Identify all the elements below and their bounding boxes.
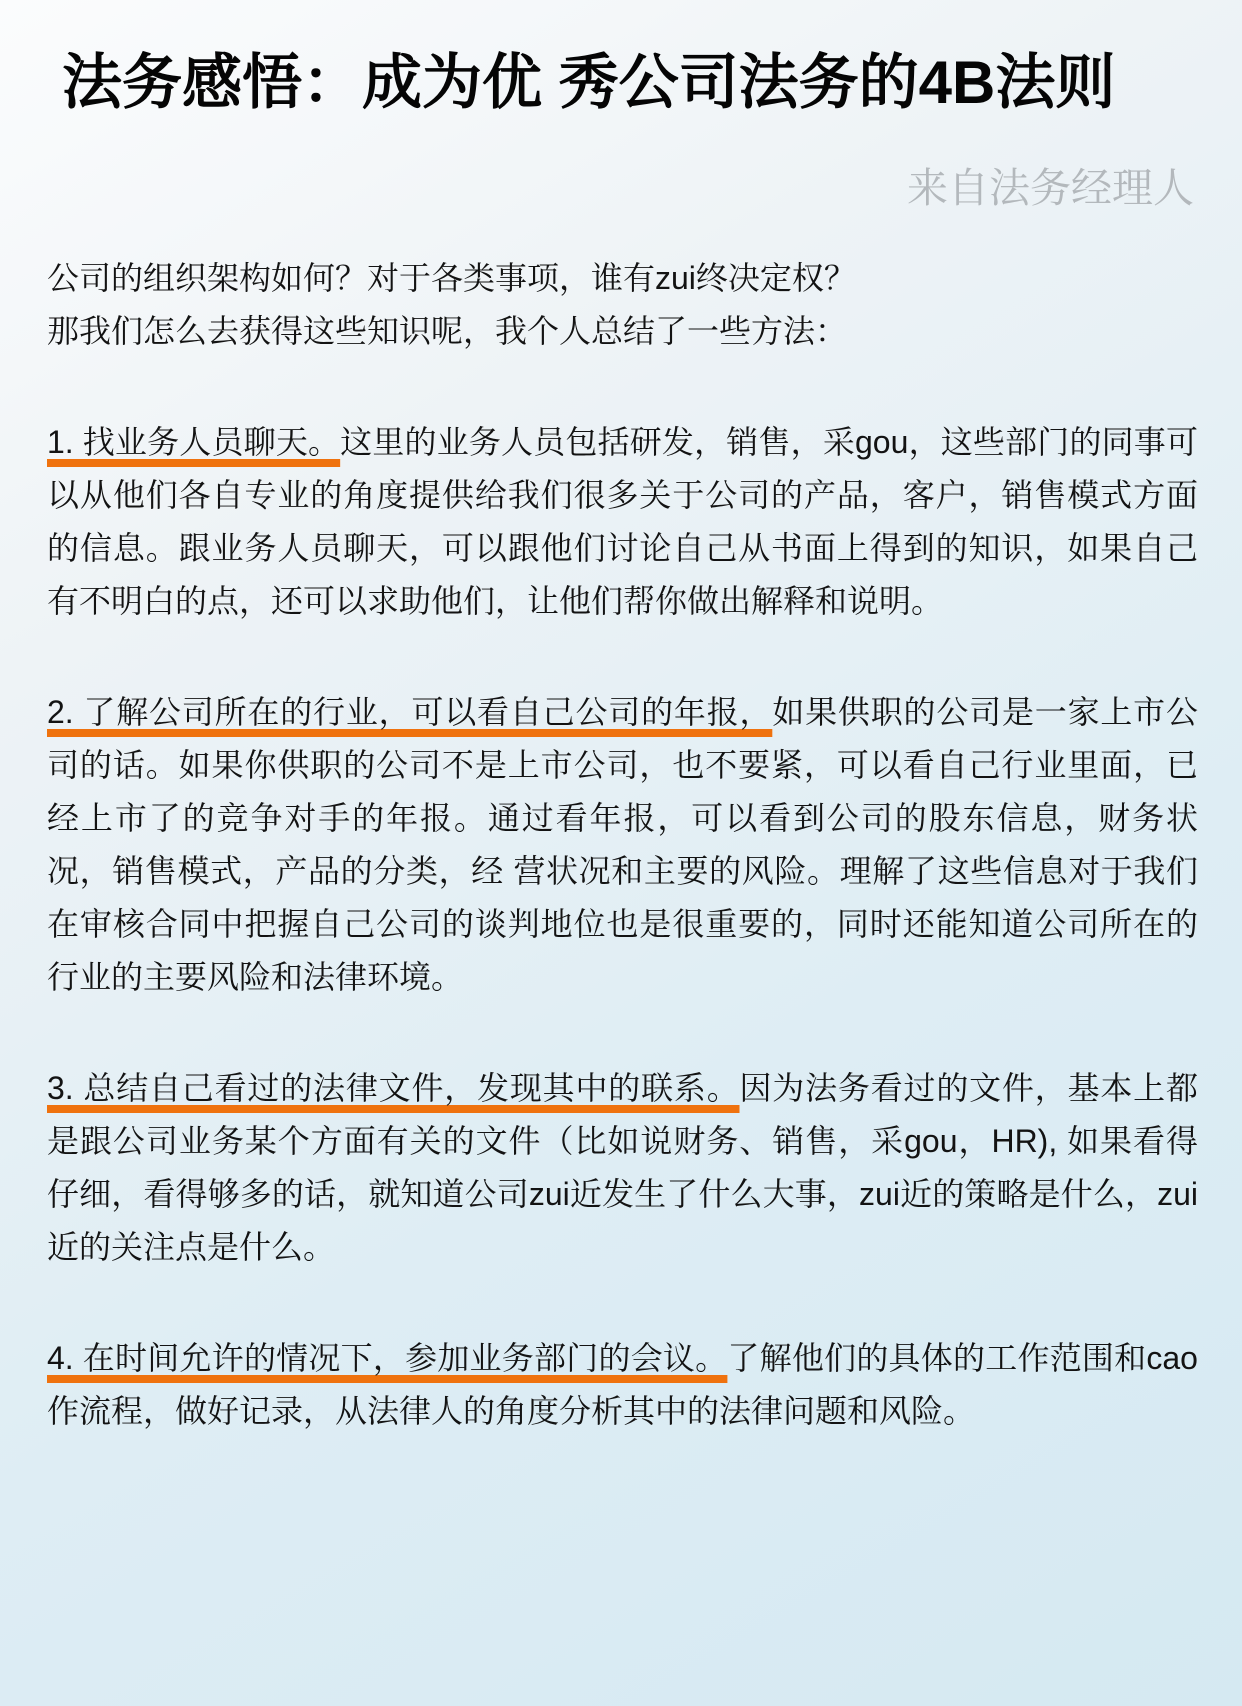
intro-block (47, 252, 1198, 358)
method-paragraph-3 (47, 1062, 1198, 1274)
paragraph-text: 如果供职的公司是一家上市公司的话。如果你供职的公司不是上市公司，也不要紧，可以看自己行业里面，已经上市了的竞争对手的年报。通过看年报，可以看到公司的股东信息，财务状况，销售模式，产品的分类，经 营状况和主要的风险。理解了这些信息对于我们在审核合同中把握自己公司的谈判地位也是很重要的，同时还能知道公司所在的行业的主要风险和法律环境。 (47, 694, 1198, 995)
paragraph-text: 这里的业务人员包括研发，销售，采gou，这些部门的同事可以从他们各自专业的角度提供给我们很多关于公司的产品，客户，销售模式方面的信息。跟业务人员聊天，可以跟他们讨论自己从书面上得到的知识，如果自己有不明白的点，还可以求助他们，让他们帮你做出解释和说明。 (47, 424, 1198, 619)
paragraph-text: 因为法务看过的文件，基本上都是跟公司业务某个方面有关的文件（比如说财务、销售，采gou，HR), 如果看得仔细，看得够多的话，就知道公司zui近发生了什么大事，zui近的策略是什么，zui近的关注点是什么。 (47, 1070, 1198, 1265)
method-list (47, 416, 1198, 1438)
intro-line-1: 公司的组织架构如何？对于各类事项，谁有zui终决定权？ (47, 260, 856, 296)
intro-line-2: 那我们怎么去获得这些知识呢，我个人总结了一些方法： (47, 313, 848, 349)
paragraph-text: 了解他们的具体的工作范围和cao作流程，做好记录，从法律人的角度分析其中的法律问题和风险。 (47, 1340, 1198, 1429)
method-paragraph-1 (47, 416, 1198, 628)
method-paragraph-2 (47, 686, 1198, 1004)
highlighted-lead-text: 4. 在时间允许的情况下，参加业务部门的会议。 (47, 1340, 728, 1376)
page-title: 法务感悟：成为优 秀公司法务的4B法则 (62, 49, 1116, 116)
article-content (47, 252, 1198, 1438)
highlighted-lead-text: 2. 了解公司所在的行业，可以看自己公司的年报， (47, 694, 773, 730)
legal-note-page (0, 46, 1242, 1706)
source-watermark: 来自法务经理人 (907, 165, 1194, 211)
highlighted-lead-text: 1. 找业务人员聊天。 (47, 424, 341, 460)
method-paragraph-4 (47, 1332, 1198, 1438)
highlighted-lead-text: 3. 总结自己看过的法律文件，发现其中的联系。 (47, 1070, 740, 1106)
